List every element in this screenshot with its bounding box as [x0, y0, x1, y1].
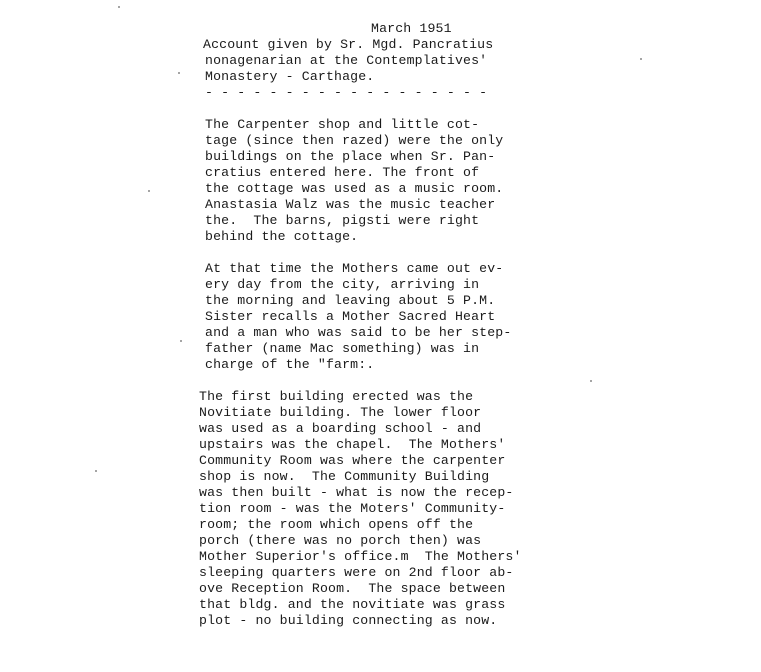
paragraph-3-line: shop is now. The Community Building	[199, 469, 490, 484]
paragraph-2-line: the morning and leaving about 5 P.M.	[205, 293, 496, 308]
paragraph-2-line: father (name Mac something) was in	[205, 341, 480, 356]
paragraph-3-line: upstairs was the chapel. The Mothers'	[199, 437, 506, 452]
paragraph-3-line: was used as a boarding school - and	[199, 421, 482, 436]
paragraph-3-line: Community Room was where the carpenter	[199, 453, 506, 468]
paragraph-1-line: behind the cottage.	[205, 229, 359, 244]
header-line-2: nonagenarian at the Contemplatives'	[205, 53, 488, 68]
header-divider: - - - - - - - - - - - - - - - - - -	[205, 85, 488, 100]
paragraph-1-line: buildings on the place when Sr. Pan-	[205, 149, 496, 164]
paragraph-2-line: At that time the Mothers came out ev-	[205, 261, 504, 276]
header-line-1: Account given by Sr. Mgd. Pancratius	[203, 37, 494, 52]
paragraph-1-line: cratius entered here. The front of	[205, 165, 480, 180]
paragraph-1-line: The Carpenter shop and little cot-	[205, 117, 480, 132]
header-line-3: Monastery - Carthage.	[205, 69, 375, 84]
paragraph-3-line: sleeping quarters were on 2nd floor ab-	[199, 565, 514, 580]
document-date: March 1951	[371, 21, 452, 36]
paragraph-3-line: porch (there was no porch then) was	[199, 533, 482, 548]
paragraph-3-line: Novitiate building. The lower floor	[199, 405, 482, 420]
paragraph-1-line: tage (since then razed) were the only	[205, 133, 504, 148]
paragraph-3-line: tion room - was the Moters' Community-	[199, 501, 506, 516]
paragraph-3-line: was then built - what is now the recep-	[199, 485, 514, 500]
paragraph-2-line: and a man who was said to be her step-	[205, 325, 512, 340]
paragraph-3-line: Mother Superior's office.m The Mothers'	[199, 549, 522, 564]
paragraph-2-line: charge of the "farm:.	[205, 357, 375, 372]
paragraph-3-line: The first building erected was the	[199, 389, 474, 404]
paragraph-3-line: ove Reception Room. The space between	[199, 581, 506, 596]
paragraph-1-line: the cottage was used as a music room.	[205, 181, 504, 196]
paragraph-3-line: that bldg. and the novitiate was grass	[199, 597, 506, 612]
paragraph-1-line: Anastasia Walz was the music teacher	[205, 197, 496, 212]
paragraph-3-line: plot - no building connecting as now.	[199, 613, 498, 628]
paragraph-2-line: ery day from the city, arriving in	[205, 277, 480, 292]
paragraph-1-line: the. The barns, pigsti were right	[205, 213, 480, 228]
paragraph-3-line: room; the room which opens off the	[199, 517, 474, 532]
paragraph-2-line: Sister recalls a Mother Sacred Heart	[205, 309, 496, 324]
